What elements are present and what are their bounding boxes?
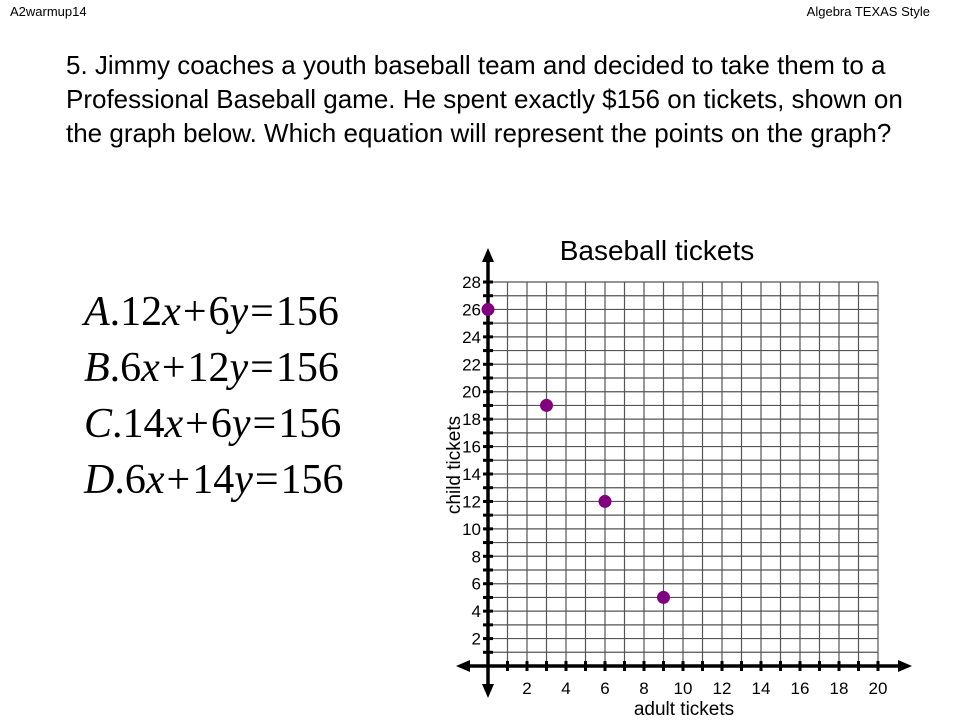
x-tick-label: 8 [639, 679, 649, 698]
y-tick-label: 8 [471, 547, 481, 567]
y-tick-label: 12 [462, 492, 481, 512]
y-axis-label: child tickets [444, 415, 465, 515]
choice-a[interactable]: A.12x+6y=156 [84, 289, 339, 335]
choice-c-rhs: 156 [278, 401, 342, 447]
question-text: 5. Jimmy coaches a youth baseball team and decided to take them to a Professional Baseball game. He spent exactly $156 on tickets, shown on the graph below. Which equation will represent the points on the graph? [66, 50, 903, 148]
y-tick-label: 18 [462, 410, 481, 430]
x-tick-label: 2 [522, 679, 532, 698]
x-tick-label: 12 [712, 679, 732, 698]
x-tick-label: 6 [600, 679, 610, 698]
answer-choices [84, 284, 404, 508]
data-point [599, 495, 612, 508]
data-point [482, 303, 495, 316]
choice-b[interactable]: B.6x+12y=156 [84, 345, 339, 391]
y-tick-label: 22 [462, 355, 481, 375]
x-axis-arrow-left [456, 660, 470, 672]
choice-c-coef-x: 14 [122, 401, 165, 447]
choice-c[interactable]: C.14x+6y=156 [84, 401, 342, 447]
y-tick-label: 14 [462, 465, 481, 484]
choice-d-rhs: 156 [280, 457, 344, 503]
y-tick-label: 6 [471, 574, 481, 594]
y-tick-label: 16 [462, 437, 481, 457]
y-tick-label: 4 [471, 602, 481, 622]
chart-points [482, 303, 671, 604]
y-tick-label: 26 [462, 300, 481, 320]
x-tick-label: 14 [751, 679, 771, 698]
baseball-tickets-chart [420, 220, 940, 720]
x-tick-label: 16 [790, 679, 810, 698]
choice-c-coef-y: 6 [210, 401, 232, 447]
choice-c-letter: C [84, 401, 113, 447]
y-tick-label: 20 [462, 382, 481, 402]
y-axis-arrow-down [482, 684, 494, 698]
data-point [540, 399, 553, 412]
x-tick-label: 4 [561, 679, 571, 698]
choice-d-coef-y: 14 [192, 457, 235, 503]
header-left-label: A2warmup14 [10, 4, 87, 19]
choice-a-coef-x: 12 [120, 289, 163, 335]
y-tick-label: 24 [462, 327, 481, 347]
y-tick-label: 28 [462, 273, 481, 292]
x-axis-label: adult tickets [633, 699, 735, 720]
x-axis-arrow-right [898, 660, 912, 672]
choice-b-rhs: 156 [275, 345, 339, 391]
choice-d-coef-x: 6 [124, 457, 146, 503]
x-tick-label: 18 [829, 679, 849, 698]
data-point [657, 591, 670, 604]
chart-grid [488, 282, 878, 666]
choice-a-coef-y: 6 [208, 289, 230, 335]
y-tick-label: 2 [471, 629, 481, 649]
choice-a-letter: A [84, 289, 110, 335]
y-axis-arrow-up [482, 248, 494, 262]
x-tick-label: 10 [673, 679, 693, 698]
choice-d[interactable]: D.6x+14y=156 [84, 457, 344, 503]
x-tick-label: 20 [868, 679, 888, 698]
choice-b-letter: B [84, 345, 110, 391]
header-right-label: Algebra TEXAS Style [806, 4, 930, 19]
chart-axes [456, 248, 912, 698]
y-tick-label: 10 [462, 519, 481, 539]
choice-b-coef-x: 6 [120, 345, 142, 391]
choice-a-rhs: 156 [275, 289, 339, 335]
choice-d-letter: D [84, 457, 115, 503]
chart-title: Baseball tickets [559, 235, 755, 266]
choice-b-coef-y: 12 [187, 345, 230, 391]
